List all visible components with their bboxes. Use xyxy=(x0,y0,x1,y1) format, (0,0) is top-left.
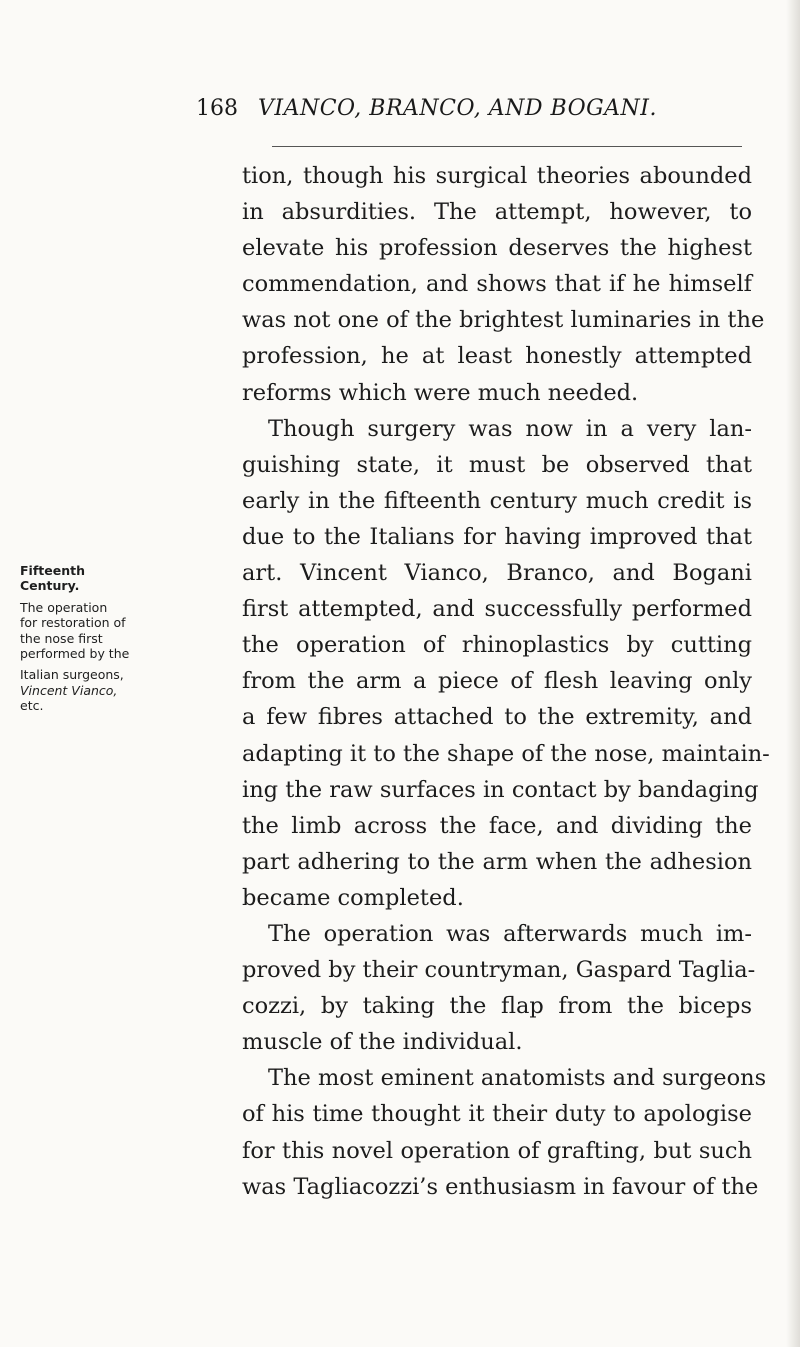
body-text xyxy=(242,158,770,1205)
text-line: due to the Italians for having improved that xyxy=(242,523,752,550)
text-line: commendation, and shows that if he himself xyxy=(242,271,752,298)
running-title: VIANCO, BRANCO, AND BOGANI. xyxy=(258,96,657,121)
text-line: early in the fifteenth century much credit is xyxy=(242,487,752,514)
text-line: Though surgery was now in a very lan- xyxy=(268,415,752,442)
margin-note-line: etc. xyxy=(20,698,44,714)
text-line: in absurdities. The attempt, however, to xyxy=(242,199,752,226)
text-line: guishing state, it must be observed that xyxy=(242,451,752,478)
text-line: profession, he at least honestly attempted xyxy=(242,343,752,370)
margin-note-line: Vincent Vianco, xyxy=(20,682,118,698)
text-line: adapting it to the shape of the nose, maintain- xyxy=(242,740,770,767)
margin-note-line: Fifteenth xyxy=(20,563,85,578)
text-line: a few fibres attached to the extremity, and xyxy=(242,704,752,731)
margin-note-line: The operation xyxy=(20,599,108,615)
text-line: The most eminent anatomists and surgeons xyxy=(268,1065,767,1092)
text-line: the limb across the face, and dividing the xyxy=(242,812,752,839)
text-line: art. Vincent Vianco, Branco, and Bogani xyxy=(242,560,752,587)
text-line: for this novel operation of grafting, but such xyxy=(242,1137,752,1164)
text-line: elevate his profession deserves the highest xyxy=(242,235,752,262)
text-line: the operation of rhinoplastics by cutting xyxy=(242,632,752,659)
text-line: was Tagliacozzi’s enthusiasm in favour of the xyxy=(242,1173,759,1200)
margin-note-line: Century. xyxy=(20,578,80,594)
text-line: first attempted, and successfully performed xyxy=(242,596,752,623)
margin-note-operation xyxy=(20,600,242,662)
text-line: muscle of the individual. xyxy=(242,1029,523,1056)
text-line: became completed. xyxy=(242,884,464,911)
text-line: cozzi, by taking the flap from the biceps xyxy=(242,993,752,1020)
page-edge-shadow xyxy=(786,0,800,1347)
margin-note-line: the nose first xyxy=(20,630,103,646)
text-line: was not one of the brightest luminaries in the xyxy=(242,307,765,334)
margin-note-line: performed by the xyxy=(20,646,130,662)
margin-note-line: for restoration of xyxy=(20,615,126,631)
text-line: The operation was afterwards much im- xyxy=(268,920,752,947)
margin-note-century xyxy=(20,563,242,594)
running-head xyxy=(196,96,657,121)
header-rule xyxy=(272,146,742,147)
text-line: ing the raw surfaces in contact by bandaging xyxy=(242,776,759,803)
text-line: part adhering to the arm when the adhesion xyxy=(242,848,752,875)
text-line: from the arm a piece of flesh leaving only xyxy=(242,668,752,695)
page-number: 168 xyxy=(196,96,238,121)
margin-note-line: Italian surgeons, xyxy=(20,667,124,683)
text-line: of his time thought it their duty to apologise xyxy=(242,1101,752,1128)
text-line: tion, though his surgical theories abounded xyxy=(242,163,752,189)
text-line: proved by their countryman, Gaspard Taglia- xyxy=(242,957,756,984)
text-line: reforms which were much needed. xyxy=(242,379,639,406)
margin-note-surgeons xyxy=(20,667,242,713)
margin-notes xyxy=(20,563,242,720)
